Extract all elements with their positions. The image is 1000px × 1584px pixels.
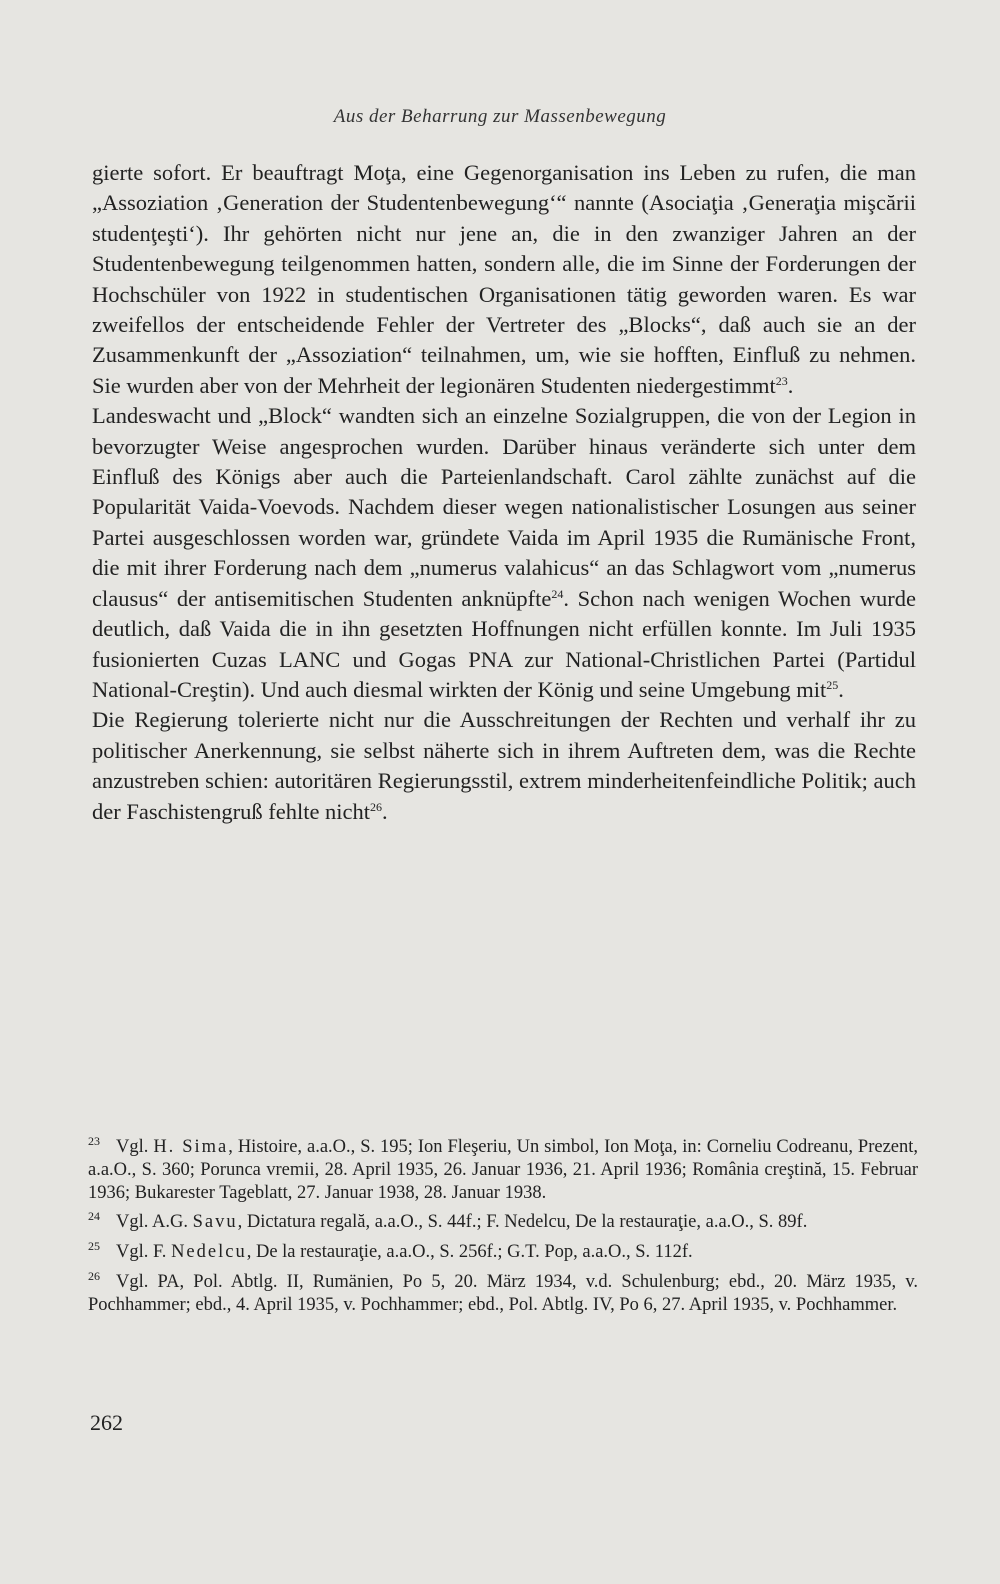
footnote-ref-25[interactable]: 25 [826, 677, 839, 692]
footnote-number: 25 [88, 1239, 100, 1254]
main-text [92, 158, 916, 827]
footnote-24: $^{24}$ Vgl. A.G. Savu, Dictatura regală, a.a.O., S. 44f.; F. Nedelcu, De la restauraţie, a.a.O., S. 89f. [88, 1209, 808, 1233]
footnote-26: $^{26}$ Vgl. PA, Pol. Abtlg. II, Rumänien, Po 5, 20. März 1934, v.d. Schulenburg; ebd., 20. März 1935, v. Pochhammer; ebd., 4. April 1935, v. Pochhammer; ebd., Pol. Abtlg. IV, Po 6, 27. April 1935, v. Pochhammer. [88, 1268, 918, 1315]
paragraph-2: Landeswacht und „Block“ wandten sich an einzelne Sozialgruppen, die von der Legion in bevorzugter Weise angesprochen wurden. Darüber hinaus veränderte sich unter dem Einfluß des Königs aber auch die Parteienlandschaft. Carol zählte zunächst auf die Popularität Vaida-Voevods. Nachdem dieser wegen nationalistischer Losungen aus seiner Partei ausgeschlossen worden war, gründete Vaida im April 1935 die Rumänische Front, die mit ihrer Forderung nach dem „numerus valahicus“ an das Schlagwort vom „numerus clausus“ der antisemitischen Studenten anknüpfte$^{24}$. Schon nach wenigen Wochen wurde deutlich, daß Vaida die in ihn gesetzten Hoffnungen nicht erfüllen konnte. Im Juli 1935 fusionierten Cuzas LANC und Gogas PNA zur National-Christlichen Partei (Partidul National-Creştin). Und auch diesmal wirkten der König und seine Umgebung mit$^{25}$. [92, 403, 917, 702]
paragraph-3: Die Regierung tolerierte nicht nur die Ausschreitungen der Rechten und verhalf ihr zu politischer Anerkennung, sie selbst näherte sich in ihrem Auftreten dem, was die Rechte anzustreben schien: autoritären Regierungsstil, extrem minderheitenfeindliche Politik; auch der Faschistengruß fehlte nicht$^{26}$. [92, 707, 916, 824]
footnote-23: $^{23}$ Vgl. H. Sima, Histoire, a.a.O., S. 195; Ion Fleşeriu, Un simbol, Ion Moţa, in: Corneliu Codreanu, Prezent, a.a.O., S. 360; Porunca vremii, 28. April 1935, 26. Januar 1936, 21. April 1936; România creştină, 15. Februar 1936; Bukarester Tageblatt, 27. Januar 1938, 28. Januar 1938. [88, 1134, 919, 1203]
footnotes [88, 1130, 918, 1318]
footnote-25: $^{25}$ Vgl. F. Nedelcu, De la restauraţie, a.a.O., S. 256f.; G.T. Pop, a.a.O., S. 112f. [88, 1239, 693, 1263]
footnote-number: 24 [88, 1209, 100, 1224]
footnote-ref-23[interactable]: 23 [775, 373, 788, 388]
running-head: Aus der Beharrung zur Massenbewegung [333, 106, 667, 127]
footnote-number: 26 [88, 1268, 100, 1283]
paragraph-1: gierte sofort. Er beauftragt Moţa, eine Gegenorganisation ins Leben zu rufen, die man „Assoziation ‚Generation der Studentenbewegung‘“ nannte (Asociaţia ‚Generaţia mişcării studenţeşti‘). Ihr gehörten nicht nur jene an, die in den zwanziger Jahren an der Studentenbewegung teilgenommen hatten, sondern alle, die im Sinne der Forderungen der Hochschüler von 1922 in studentischen Organisationen tätig geworden waren. Es war zweifellos der entscheidende Fehler der Vertreter des „Blocks“, daß auch sie an der Zusammenkunft der „Assoziation“ teilnahmen, um, wie sie hofften, Einfluß zu nehmen. Sie wurden aber von der Mehrheit der legionären Studenten niedergestimmt$^{23}$. [92, 160, 916, 398]
footnote-number: 23 [88, 1134, 100, 1148]
page-number: 262 [90, 1410, 123, 1435]
footnote-ref-26[interactable]: 26 [370, 799, 383, 814]
footnote-ref-24[interactable]: 24 [551, 586, 564, 601]
